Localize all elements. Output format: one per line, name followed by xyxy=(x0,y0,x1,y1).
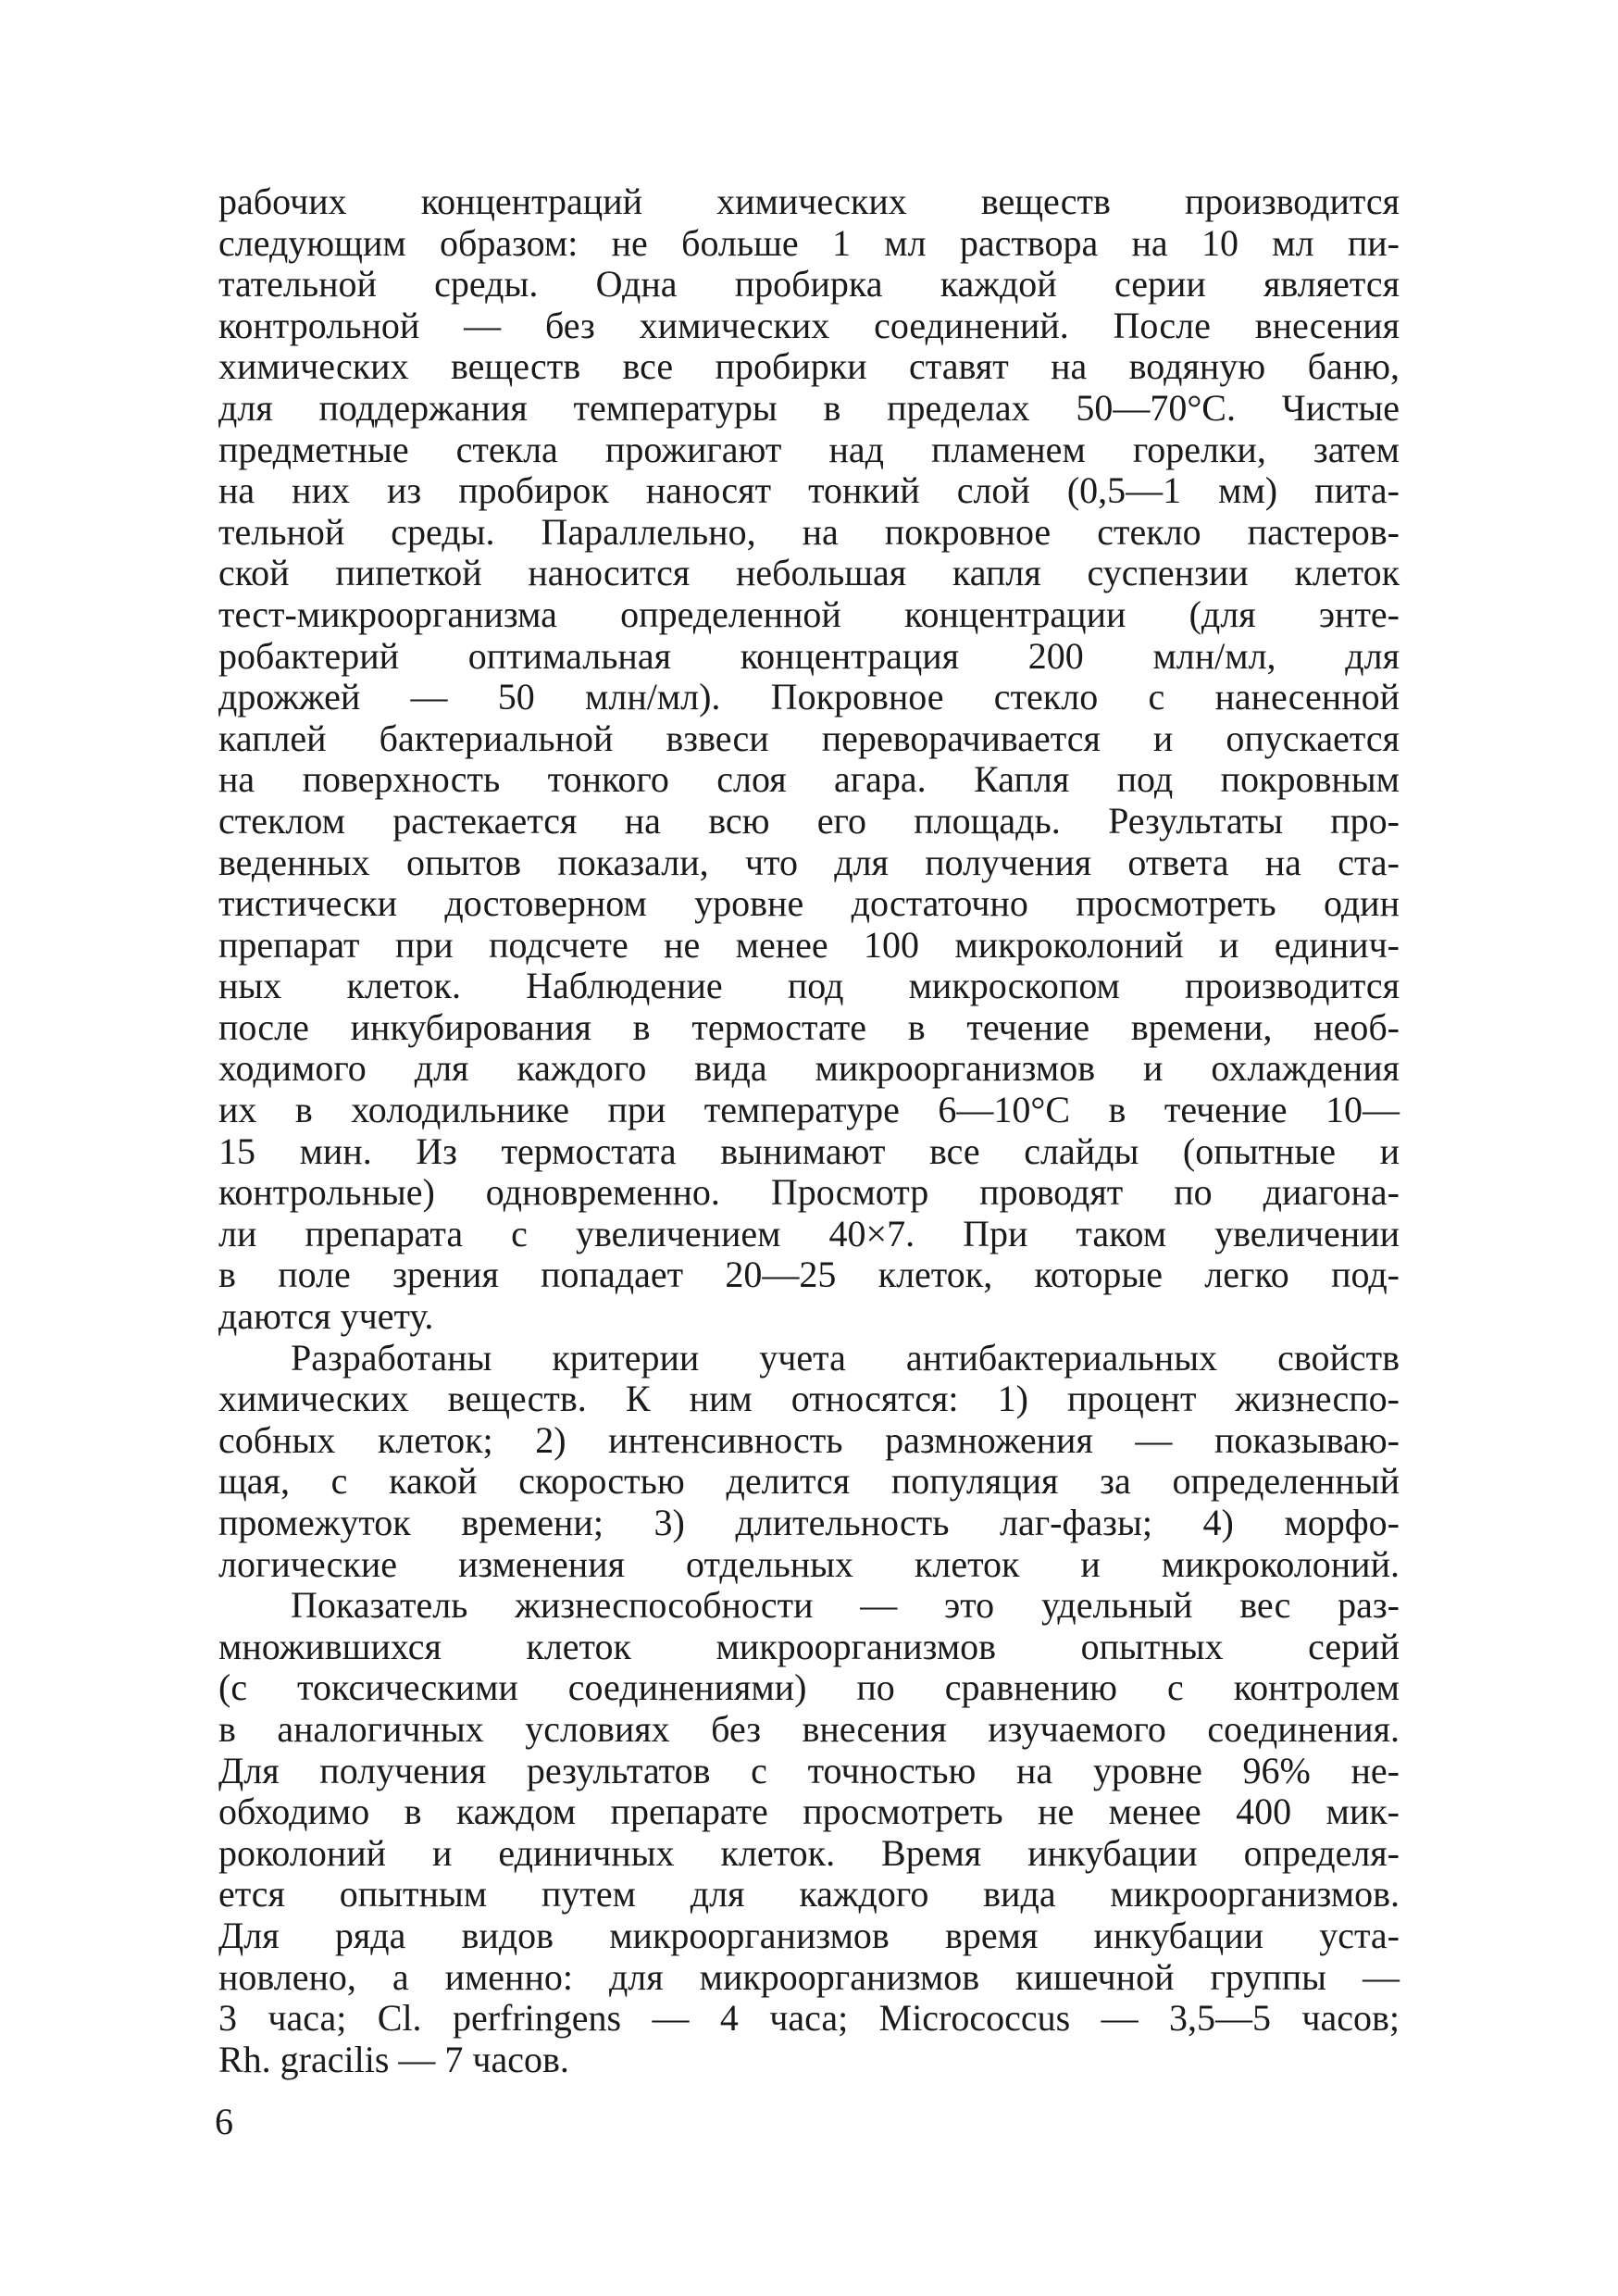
text-line: 3 часа; Cl. perfringens — 4 часа; Micrococcus — 3,5—5 часов; xyxy=(218,1997,1400,2040)
text-line: ской пипеткой наносится небольшая капля суспензии клеток xyxy=(218,552,1400,594)
text-line: каплей бактериальной взвеси переворачивается и опускается xyxy=(218,717,1400,759)
text-line: следующим образом: не больше 1 мл раствора на 10 мл пи- xyxy=(218,221,1400,264)
text-line: дрожжей — 50 млн/мл). Покровное стекло с нанесенной xyxy=(218,676,1400,718)
text-line: на поверхность тонкого слоя агара. Капля под покровным xyxy=(218,758,1400,801)
text-line: множившихся клеток микроорганизмов опытных серий xyxy=(218,1625,1400,1667)
text-line: для поддержания температуры в пределах 50—70°С. Чистые xyxy=(218,386,1400,429)
text-line: 15 мин. Из термостата вынимают все слайды (опытные и xyxy=(218,1129,1400,1172)
text-line: Для ряда видов микроорганизмов время инкубации уста- xyxy=(218,1914,1400,1956)
text-line: щая, с какой скоростью делится популяция за определенный xyxy=(218,1460,1400,1503)
text-line: логические изменения отдельных клеток и микроколоний. xyxy=(218,1542,1400,1585)
text-line: тистически достоверном уровне достаточно просмотреть один xyxy=(218,882,1400,925)
text-line: ли препарата с увеличением 40×7. При таком увеличении xyxy=(218,1212,1400,1254)
text-line: даются учету. xyxy=(218,1295,434,1338)
text-line: роколоний и единичных клеток. Время инкубации определя- xyxy=(218,1831,1400,1874)
text-line: препарат при подсчете не менее 100 микроколоний и единич- xyxy=(218,923,1400,966)
text-line: Для получения результатов с точностью на уровне 96% не- xyxy=(218,1749,1400,1791)
text-line: в поле зрения попадает 20—25 клеток, которые легко под- xyxy=(218,1254,1400,1296)
text-line: химических веществ все пробирки ставят на водяную баню, xyxy=(218,345,1400,388)
text-line: ходимого для каждого вида микроорганизмов и охлаждения xyxy=(218,1047,1400,1090)
page-number: 6 xyxy=(215,2101,233,2142)
text-line: тест-микроорганизма определенной концентрации (для энте- xyxy=(218,593,1400,635)
text-line: ных клеток. Наблюдение под микроскопом производится xyxy=(218,965,1400,1007)
text-line: (с токсическими соединениями) по сравнению с контролем xyxy=(218,1666,1400,1709)
text-line: предметные стекла прожигают над пламенем горелки, затем xyxy=(218,428,1400,470)
text-line: химических веществ. К ним относятся: 1) процент жизнеспо- xyxy=(218,1378,1400,1420)
text-line: обходимо в каждом препарате просмотреть не менее 400 мик- xyxy=(218,1791,1400,1833)
body-text xyxy=(218,181,1400,2080)
text-line: Показатель жизнеспособности — это удельный вес раз- xyxy=(291,1584,1400,1627)
text-line: тательной среды. Одна пробирка каждой серии является xyxy=(218,263,1400,306)
text-line: на них из пробирок наносят тонкий слой (0,5—1 мм) пита- xyxy=(218,469,1400,512)
text-line: контрольные) одновременно. Просмотр проводят по диагона- xyxy=(218,1171,1400,1214)
text-line: в аналогичных условиях без внесения изучаемого соединения. xyxy=(218,1707,1400,1750)
text-line: после инкубирования в термостате в течение времени, необ- xyxy=(218,1005,1400,1048)
text-line: промежуток времени; 3) длительность лаг-фазы; 4) морфо- xyxy=(218,1502,1400,1543)
text-line: тельной среды. Параллельно, на покровное стекло пастеров- xyxy=(218,510,1400,553)
text-line: их в холодильнике при температуре 6—10°С в течение 10— xyxy=(218,1089,1400,1131)
text-line: контрольной — без химических соединений. После внесения xyxy=(218,304,1400,346)
text-line: ется опытным путем для каждого вида микроорганизмов. xyxy=(218,1873,1400,1915)
text-line: робактерий оптимальная концентрация 200 млн/мл, для xyxy=(218,634,1400,677)
text-line: собных клеток; 2) интенсивность размножения — показываю- xyxy=(218,1418,1400,1461)
text-line: Разработаны критерии учета антибактериальных свойств xyxy=(291,1336,1400,1379)
text-line: стеклом растекается на всю его площадь. Результаты про- xyxy=(218,799,1400,842)
text-line: веденных опытов показали, что для получения ответа на ста- xyxy=(218,841,1400,883)
text-line: рабочих концентраций химических веществ производится xyxy=(218,181,1400,222)
text-line: Rh. gracilis — 7 часов. xyxy=(218,2038,569,2080)
text-line: новлено, а именно: для микроорганизмов кишечной группы — xyxy=(218,1955,1400,1998)
